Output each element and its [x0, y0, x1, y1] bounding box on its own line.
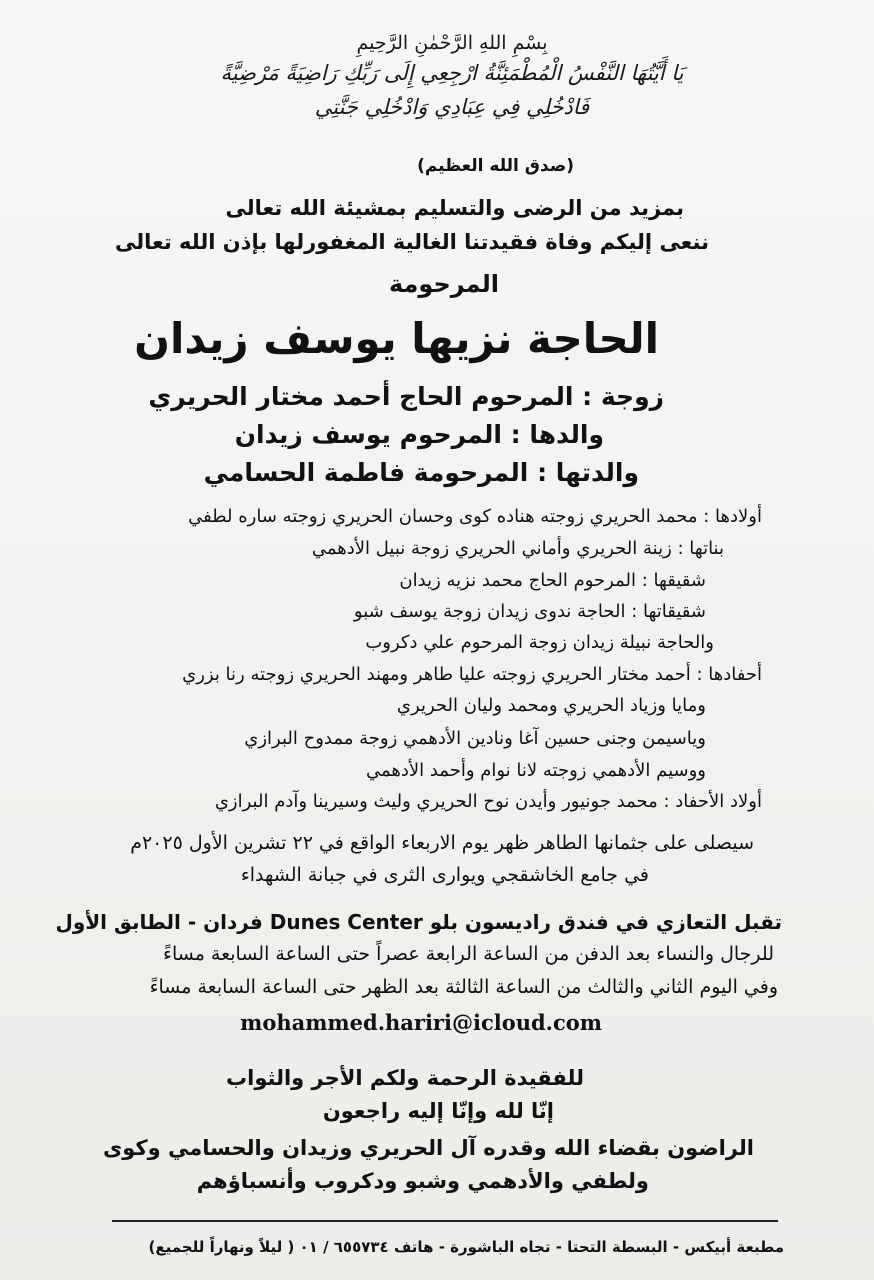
printer-footer: مطبعة أبيكس - البسطة التحتا - تجاه الباشورة - هاتف ٦٥٥٧٣٤ / ٠١ ( ليلاً ونهاراً للجميع) — [148, 1238, 784, 1256]
family-grandchildren-cont-2: وياسيمن وجنى حسين آغا ونادين الأدهمي زوجة ممدوح البرازي — [244, 728, 706, 749]
deceased-name: الحاجة نزيها يوسف زيدان — [134, 314, 659, 363]
quran-verse-header — [150, 30, 754, 145]
closing-inna-lillah: إنّا لله وإنّا إليه راجعون — [322, 1099, 554, 1123]
sadaqa-allah-text: (صدق الله العظيم) — [417, 156, 574, 176]
family-great-grandchildren: أولاد الأحفاد : محمد جونيور وأيدن نوح الحريري وليث وسيرينا وآدم البرازي — [214, 791, 762, 812]
family-grandchildren: أحفادها : أحمد مختار الحريري زوجته عليا طاهر ومهند الحريري زوجته رنا بزري — [182, 664, 762, 685]
announcement-line-1: بمزيد من الرضى والتسليم بمشيئة الله تعالى — [225, 196, 684, 220]
relation-husband: زوجة : المرحوم الحاج أحمد مختار الحريري — [148, 382, 664, 411]
family-sisters: شقيقاتها : الحاجة ندوى زيدان زوجة يوسف شبو — [353, 601, 706, 622]
family-daughters: بناتها : زينة الحريري وأماني الحريري زوجة نبيل الأدهمي — [311, 538, 724, 559]
basmala: بِسْمِ اللهِ الرَّحْمٰنِ الرَّحِيمِ — [356, 32, 548, 54]
verse-line-2: فَادْخُلِي فِي عِبَادِي وَادْخُلِي جَنَّتِي — [314, 95, 590, 119]
announcement-line-2: ننعى إليكم وفاة فقيدتنا الغالية المغفورلها بإذن الله تعالى — [114, 230, 709, 254]
condolences-following-days: وفي اليوم الثاني والثالث من الساعة الثالثة بعد الظهر حتى الساعة السابعة مساءً — [149, 976, 778, 998]
funeral-prayer-line: سيصلى على جثمانها الطاهر ظهر يوم الاربعاء الواقع في ٢٢ تشرين الأول ٢٠٢٥م — [130, 832, 754, 854]
closing-mercy: للفقيدة الرحمة ولكم الأجر والثواب — [226, 1066, 584, 1090]
family-grandchildren-cont-1: ومايا وزياد الحريري ومحمد وليان الحريري — [396, 695, 706, 716]
family-grandchildren-cont-3: ووسيم الأدهمي زوجته لانا نوام وأحمد الأدهمي — [365, 760, 706, 781]
family-sisters-cont: والحاجة نبيلة زيدان زوجة المرحوم علي دكروب — [365, 632, 714, 653]
condolences-first-day: للرجال والنساء بعد الدفن من الساعة الرابعة عصراً حتى الساعة السابعة مساءً — [163, 943, 774, 965]
closing-families-2: ولطفي والأدهمي وشبو ودكروب وأنسباؤهم — [196, 1169, 649, 1193]
footer-divider — [112, 1220, 778, 1222]
family-brother: شقيقها : المرحوم الحاج محمد نزيه زيدان — [399, 570, 706, 591]
condolences-venue: تقبل التعازي في فندق راديسون بلو Dunes Center فردان - الطابق الأول — [55, 910, 782, 934]
relation-father: والدها : المرحوم يوسف زيدان — [234, 420, 604, 449]
relation-mother: والدتها : المرحومة فاطمة الحسامي — [203, 458, 639, 487]
closing-families-1: الراضون بقضاء الله وقدره آل الحريري وزيدان والحسامي وكوى — [103, 1136, 754, 1160]
late-label: المرحومة — [388, 270, 499, 298]
verse-line-1: يَا أَيَّتُهَا النَّفْسُ الْمُطْمَئِنَّةُ ارْجِعِي إِلَى رَبِّكِ رَاضِيَةً مَرْضِيَّةً — [220, 61, 684, 85]
contact-email: mohammed.hariri@icloud.com — [240, 1010, 602, 1035]
funeral-burial-line: في جامع الخاشقجي ويوارى الثرى في جبانة الشهداء — [240, 864, 649, 886]
family-sons: أولادها : محمد الحريري زوجته هناده كوى وحسان الحريري زوجته ساره لطفي — [188, 506, 762, 527]
